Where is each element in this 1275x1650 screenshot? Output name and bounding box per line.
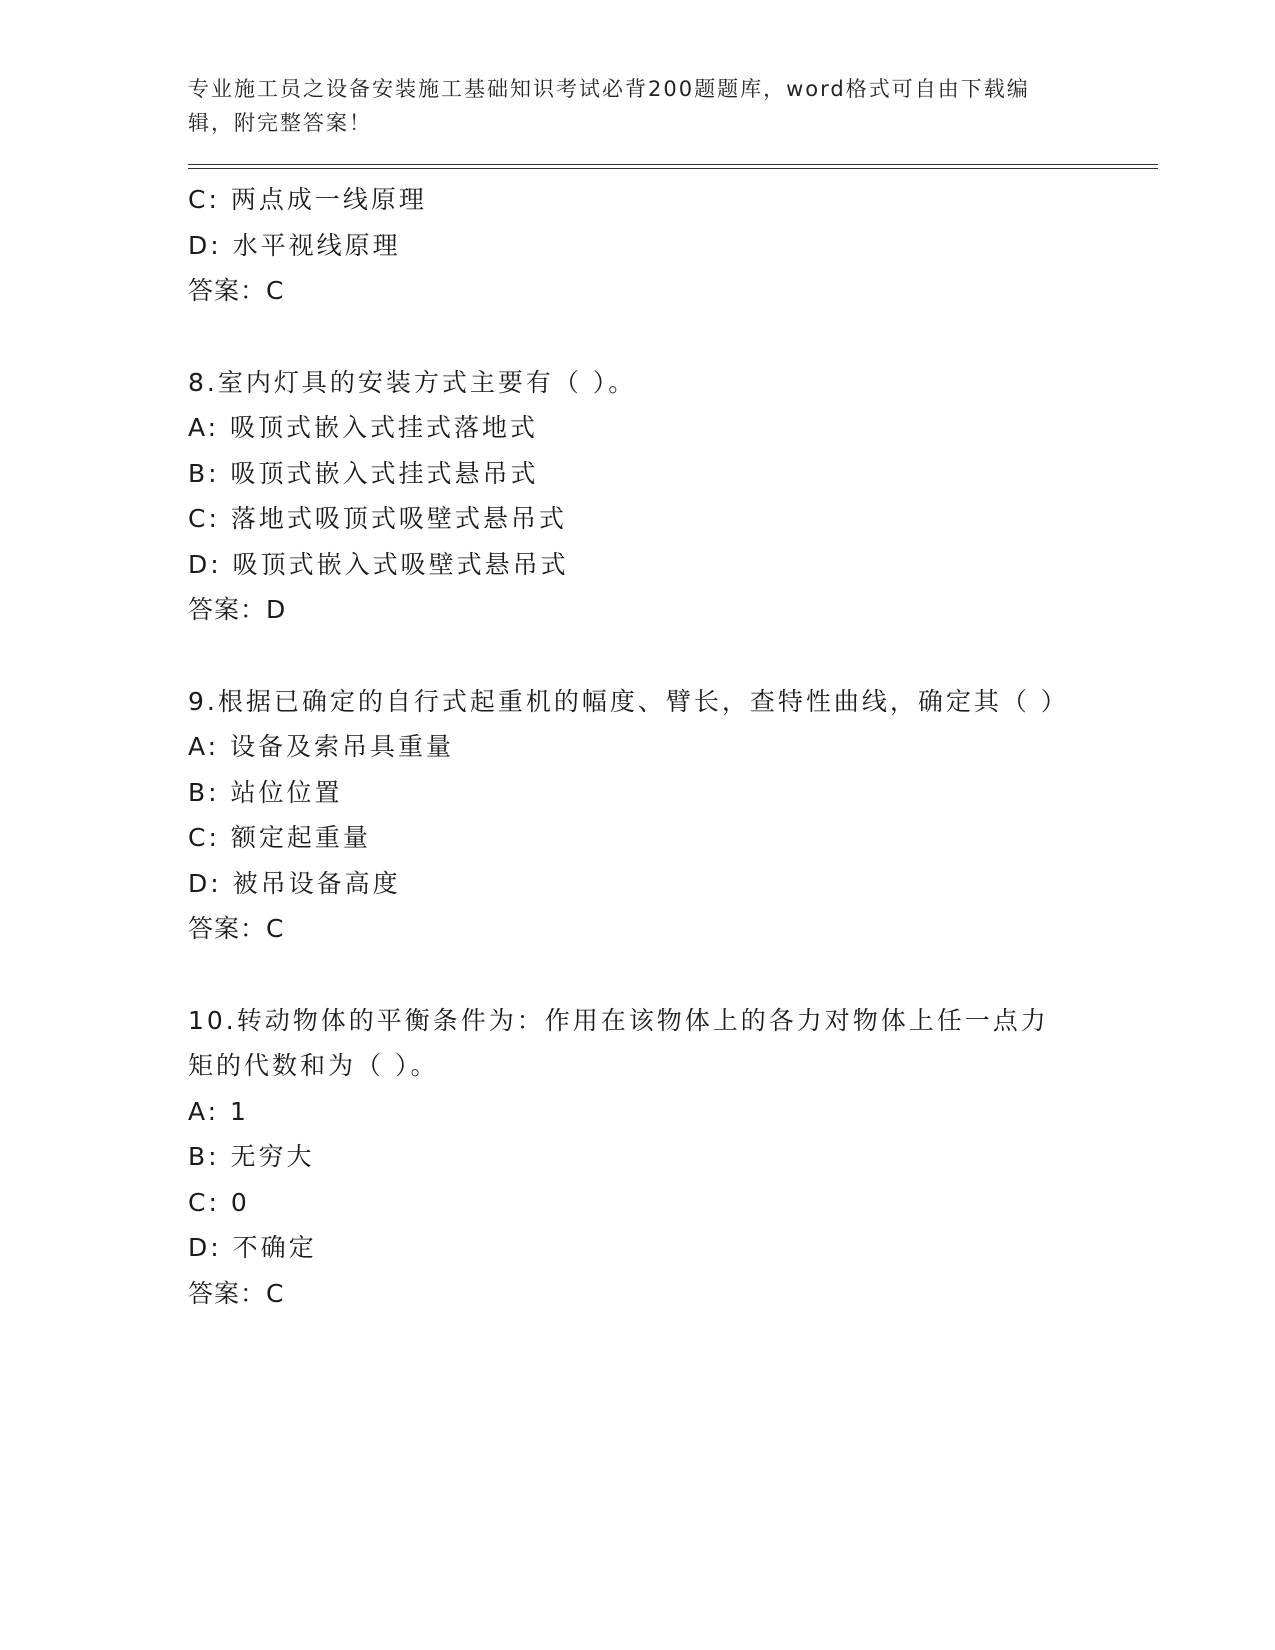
option-c: C: 0 — [188, 1187, 250, 1217]
answer-line: 答案：C — [188, 1278, 285, 1308]
answer-line: 答案：C — [188, 276, 285, 305]
option-label: D — [188, 868, 211, 898]
option-label: A — [188, 732, 208, 761]
option-d: D: 水平视线原理 — [188, 230, 401, 260]
answer-line: 答案：D — [188, 595, 287, 624]
spacer — [188, 952, 1158, 998]
option-text: 吸顶式嵌入式挂式悬吊式 — [230, 458, 539, 488]
option-label: C — [188, 823, 209, 852]
document-page — [188, 72, 1158, 1316]
option-b: B: 站位位置 — [188, 777, 343, 807]
option-text: 被吊设备高度 — [232, 868, 401, 898]
option-text: 设备及索吊具重量 — [230, 732, 455, 761]
document-header: 专业施工员之设备安装施工基础知识考试必背200题题库，word格式可自由下载编辑，附完整答案！ — [188, 77, 1030, 135]
question-9 — [188, 679, 1158, 952]
option-label: C — [188, 185, 209, 214]
option-c: C: 两点成一线原理 — [188, 185, 427, 214]
question-partial — [188, 177, 1158, 314]
option-a: A: 吸顶式嵌入式挂式落地式 — [188, 413, 539, 442]
question-stem: 9.根据已确定的自行式起重机的幅度、臂长，查特性曲线，确定其（ ） — [188, 686, 1069, 716]
option-label: C — [188, 504, 209, 533]
option-d: D: 吸顶式嵌入式吸壁式悬吊式 — [188, 549, 569, 579]
option-label: B — [188, 1142, 209, 1171]
option-text: 吸顶式嵌入式挂式落地式 — [230, 413, 539, 442]
option-text: 吸顶式嵌入式吸壁式悬吊式 — [232, 549, 569, 579]
question-stem: 10.转动物体的平衡条件为：作用在该物体上的各力对物体上任一点力矩的代数和为（ ）。 — [188, 1005, 1049, 1080]
option-b: B: 无穷大 — [188, 1142, 315, 1171]
option-text: 0 — [230, 1187, 250, 1217]
option-text: 落地式吸顶式吸壁式悬吊式 — [230, 504, 567, 533]
question-stem: 8.室内灯具的安装方式主要有（ ）。 — [188, 367, 637, 397]
option-label: A — [188, 413, 208, 442]
question-8 — [188, 360, 1158, 633]
answer-line: 答案：C — [188, 914, 285, 943]
option-text: 不确定 — [232, 1233, 317, 1262]
option-label: D — [188, 230, 211, 260]
option-d: D: 被吊设备高度 — [188, 868, 401, 898]
option-text: 水平视线原理 — [232, 230, 401, 260]
option-text: 两点成一线原理 — [230, 185, 427, 214]
option-label: A — [188, 1096, 208, 1126]
option-label: B — [188, 458, 209, 488]
option-text: 额定起重量 — [230, 823, 371, 852]
question-10 — [188, 998, 1158, 1317]
option-c: C: 额定起重量 — [188, 823, 371, 852]
option-text: 站位位置 — [230, 777, 343, 807]
spacer — [188, 314, 1158, 360]
header-divider — [188, 164, 1158, 169]
question-list — [188, 177, 1158, 1316]
option-c: C: 落地式吸顶式吸壁式悬吊式 — [188, 504, 567, 533]
option-label: C — [188, 1187, 209, 1217]
option-label: D — [188, 1233, 211, 1262]
option-a: A: 1 — [188, 1096, 249, 1126]
option-text: 1 — [230, 1096, 249, 1126]
option-a: A: 设备及索吊具重量 — [188, 732, 455, 761]
option-text: 无穷大 — [230, 1142, 315, 1171]
spacer — [188, 633, 1158, 679]
option-label: B — [188, 777, 209, 807]
option-b: B: 吸顶式嵌入式挂式悬吊式 — [188, 458, 539, 488]
option-label: D — [188, 549, 211, 579]
option-d: D: 不确定 — [188, 1233, 317, 1262]
